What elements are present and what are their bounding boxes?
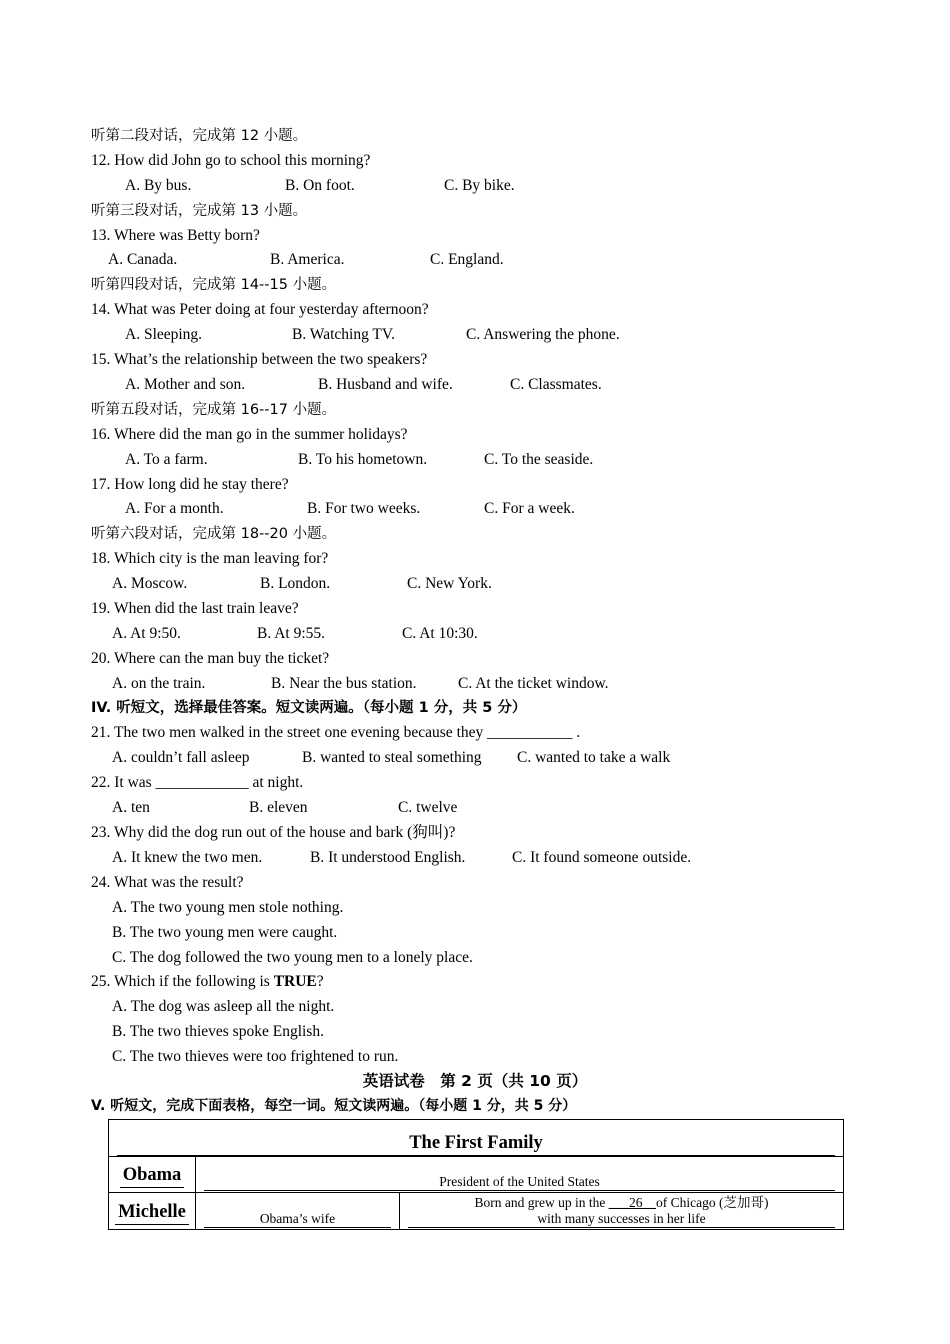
q21-option-b: B. wanted to steal something bbox=[302, 749, 482, 766]
section-instruction: 听第五段对话，完成第 16--17 小题。 bbox=[91, 402, 337, 418]
michelle-desc bbox=[408, 1195, 835, 1228]
q25-option-c: C. The two thieves were too frightened to run. bbox=[112, 1048, 399, 1065]
michelle-label: Michelle bbox=[115, 1200, 189, 1225]
section-instruction: 听第二段对话，完成第 12 小题。 bbox=[91, 128, 308, 144]
q21-option-c: C. wanted to take a walk bbox=[517, 749, 671, 766]
q24-option-c: C. The dog followed the two young men to a lonely place. bbox=[112, 949, 473, 966]
q24-option-b: B. The two young men were caught. bbox=[112, 924, 338, 941]
michelle-desc-place: of Chicago (芝加哥) bbox=[656, 1195, 769, 1210]
q16-option-c: C. To the seaside. bbox=[484, 451, 594, 468]
question-21: 21. The two men walked in the street one evening because they ___________ . bbox=[91, 724, 581, 741]
q12-option-c: C. By bike. bbox=[444, 177, 515, 194]
section-instruction: 听第四段对话，完成第 14--15 小题。 bbox=[91, 277, 337, 293]
michelle-desc-cell bbox=[400, 1193, 844, 1230]
michelle-desc-line2: with many successes in her life bbox=[537, 1211, 706, 1226]
q20-option-c: C. At the ticket window. bbox=[458, 675, 609, 692]
q17-option-b: B. For two weeks. bbox=[307, 500, 421, 517]
q19-option-b: B. At 9:55. bbox=[257, 625, 326, 642]
q17-option-a: A. For a month. bbox=[125, 500, 224, 517]
q19-option-a: A. At 9:50. bbox=[112, 625, 181, 642]
q19-option-c: C. At 10:30. bbox=[402, 625, 478, 642]
blank-number: 26 bbox=[629, 1195, 643, 1210]
michelle-desc-line1 bbox=[408, 1195, 835, 1211]
q25-text: 25. Which if the following is bbox=[91, 973, 274, 990]
q14-option-c: C. Answering the phone. bbox=[466, 326, 620, 343]
question-15: 15. What’s the relationship between the two speakers? bbox=[91, 351, 428, 368]
q13-option-a: A. Canada. bbox=[108, 251, 178, 268]
question-25 bbox=[91, 972, 324, 992]
q24-option-a: A. The two young men stole nothing. bbox=[112, 899, 344, 916]
q12-option-b: B. On foot. bbox=[285, 177, 355, 194]
q18-option-c: C. New York. bbox=[407, 575, 492, 592]
q16-option-b: B. To his hometown. bbox=[298, 451, 428, 468]
obama-desc-cell bbox=[196, 1157, 844, 1193]
q14-option-a: A. Sleeping. bbox=[125, 326, 203, 343]
q12-option-a: A. By bus. bbox=[125, 177, 192, 194]
obama-label: Obama bbox=[120, 1163, 185, 1188]
table-title: The First Family bbox=[117, 1121, 835, 1156]
michelle-role: Obama’s wife bbox=[204, 1211, 391, 1228]
question-23: 23. Why did the dog run out of the house and bark (狗叫)? bbox=[91, 824, 456, 841]
q17-option-c: C. For a week. bbox=[484, 500, 575, 517]
section-instruction: 听第三段对话，完成第 13 小题。 bbox=[91, 203, 308, 219]
part-iv-heading: IV. 听短文，选择最佳答案。短文读两遍。（每小题 1 分，共 5 分） bbox=[91, 700, 527, 716]
question-17: 17. How long did he stay there? bbox=[91, 476, 289, 493]
part-v-heading: V. 听短文，完成下面表格，每空一词。短文读两遍。（每小题 1 分，共 5 分） bbox=[91, 1098, 577, 1114]
question-22: 22. It was ____________ at night. bbox=[91, 774, 304, 791]
q25-emphasis: TRUE bbox=[273, 973, 317, 990]
blank-26 bbox=[609, 1195, 656, 1210]
q25-punct: ? bbox=[316, 973, 324, 990]
blank-underline-left: ___ bbox=[608, 1195, 629, 1210]
obama-desc: President of the United States bbox=[204, 1158, 835, 1191]
question-19: 19. When did the last train leave? bbox=[91, 600, 299, 617]
q15-option-c: C. Classmates. bbox=[510, 376, 602, 393]
q15-option-b: B. Husband and wife. bbox=[318, 376, 453, 393]
michelle-role-cell bbox=[196, 1193, 400, 1230]
page-footer: 英语试卷 第 2 页（共 10 页） bbox=[362, 1072, 588, 1090]
section-instruction: 听第六段对话，完成第 18--20 小题。 bbox=[91, 526, 337, 542]
q21-option-a: A. couldn’t fall asleep bbox=[112, 749, 250, 766]
question-13: 13. Where was Betty born? bbox=[91, 227, 260, 244]
q16-option-a: A. To a farm. bbox=[125, 451, 208, 468]
question-18: 18. Which city is the man leaving for? bbox=[91, 550, 329, 567]
q13-option-b: B. America. bbox=[270, 251, 345, 268]
q23-option-c: C. It found someone outside. bbox=[512, 849, 692, 866]
q14-option-b: B. Watching TV. bbox=[292, 326, 395, 343]
michelle-label-cell bbox=[109, 1193, 196, 1230]
question-20: 20. Where can the man buy the ticket? bbox=[91, 650, 330, 667]
question-14: 14. What was Peter doing at four yesterday afternoon? bbox=[91, 301, 429, 318]
q25-option-a: A. The dog was asleep all the night. bbox=[112, 998, 335, 1015]
question-24: 24. What was the result? bbox=[91, 874, 244, 891]
q15-option-a: A. Mother and son. bbox=[125, 376, 246, 393]
obama-label-cell bbox=[109, 1157, 196, 1193]
q20-option-a: A. on the train. bbox=[112, 675, 206, 692]
q25-option-b: B. The two thieves spoke English. bbox=[112, 1023, 324, 1040]
q22-option-a: A. ten bbox=[112, 799, 150, 816]
q20-option-b: B. Near the bus station. bbox=[271, 675, 417, 692]
q22-option-c: C. twelve bbox=[398, 799, 458, 816]
table-title-cell bbox=[109, 1120, 844, 1157]
question-12: 12. How did John go to school this morning? bbox=[91, 152, 371, 169]
q13-option-c: C. England. bbox=[430, 251, 504, 268]
michelle-desc-text: Born and grew up in the bbox=[474, 1195, 609, 1210]
q18-option-b: B. London. bbox=[260, 575, 331, 592]
q23-option-b: B. It understood English. bbox=[310, 849, 466, 866]
first-family-table bbox=[108, 1119, 844, 1230]
blank-underline-right: __ bbox=[642, 1195, 656, 1210]
q18-option-a: A. Moscow. bbox=[112, 575, 188, 592]
q23-option-a: A. It knew the two men. bbox=[112, 849, 263, 866]
question-16: 16. Where did the man go in the summer holidays? bbox=[91, 426, 408, 443]
q22-option-b: B. eleven bbox=[249, 799, 308, 816]
